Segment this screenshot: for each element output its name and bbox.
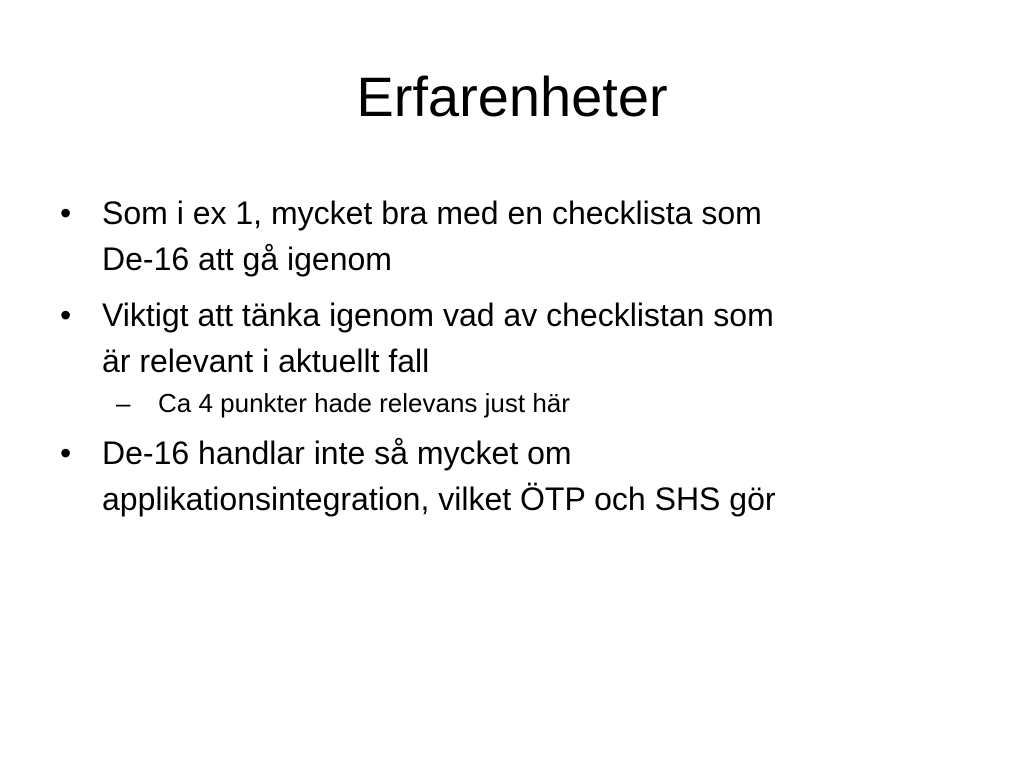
slide-title: Erfarenheter	[356, 65, 668, 128]
bullet-text-line: Som i ex 1, mycket bra med en checklista som	[102, 195, 762, 231]
bullet-dot-icon: •	[60, 435, 72, 471]
sub-bullet-text: Ca 4 punkter hade relevans just här	[158, 388, 570, 418]
sub-bullet-list	[102, 386, 958, 420]
bullet-item-2	[58, 292, 958, 420]
bullet-dot-icon: •	[60, 297, 72, 333]
sub-bullet-item	[116, 386, 958, 420]
bullet-item-1	[58, 190, 958, 282]
bullet-item-3	[58, 430, 958, 522]
bullet-text-line: De-16 att gå igenom	[102, 241, 392, 277]
bullet-list	[58, 190, 958, 532]
bullet-text-line: är relevant i aktuellt fall	[102, 343, 430, 379]
bullet-text-line: Viktigt att tänka igenom vad av checklistan som	[102, 297, 774, 333]
bullet-text-line: De-16 handlar inte så mycket om	[102, 435, 572, 471]
dash-icon: –	[116, 388, 131, 418]
bullet-text-line: applikationsintegration, vilket ÖTP och SHS gör	[102, 481, 776, 517]
bullet-dot-icon: •	[60, 195, 72, 231]
